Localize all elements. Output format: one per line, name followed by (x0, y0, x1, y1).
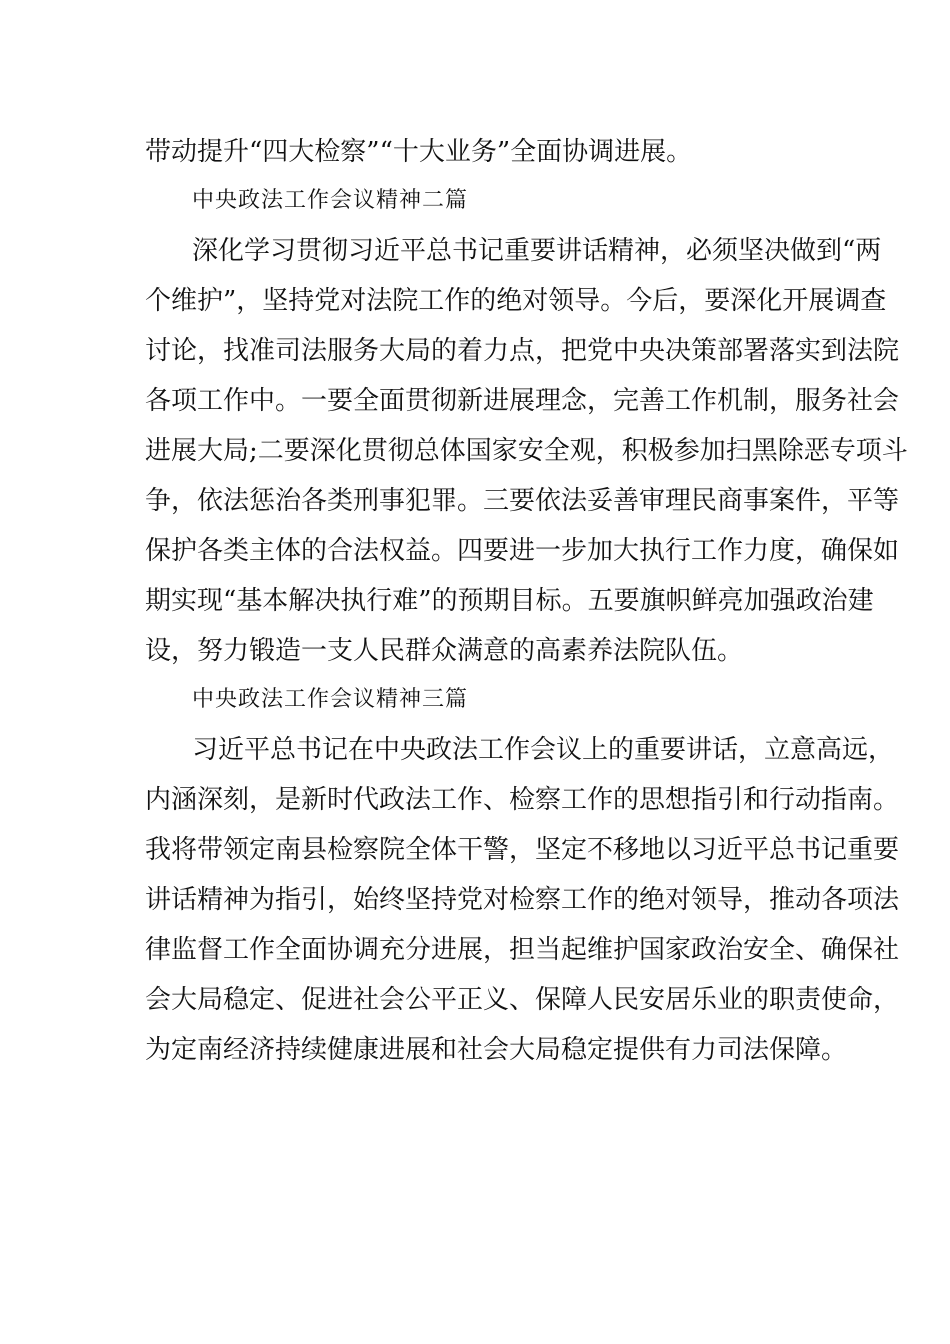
paragraph-line: 保护各类主体的合法权益。四要进一步加大执行工作力度，确保如 (145, 536, 900, 566)
paragraph-line: 我将带领定南县检察院全体干警，坚定不移地以习近平总书记重要 (145, 835, 900, 865)
paragraph-line: 为定南经济持续健康进展和社会大局稳定提供有力司法保障。 (145, 1035, 848, 1065)
paragraph-line: 个维护”，坚持党对法院工作的绝对领导。今后，要深化开展调查 (145, 286, 887, 316)
paragraph-line: 带动提升“四大检察”“十大业务”全面协调进展。 (145, 137, 693, 167)
paragraph-line: 讨论，找准司法服务大局的着力点，把党中央决策部署落实到法院 (145, 336, 900, 366)
paragraph-line: 设，努力锻造一支人民群众满意的高素养法院队伍。 (145, 636, 744, 666)
paragraph-line: 会大局稳定、促进社会公平正义、保障人民安居乐业的职责使命， (145, 985, 900, 1015)
paragraph-line: 律监督工作全面协调充分进展，担当起维护国家政治安全、确保社 (145, 935, 900, 965)
paragraph-line: 深化学习贯彻习近平总书记重要讲话精神，必须坚决做到“两 (192, 236, 882, 266)
paragraph-line: 内涵深刻，是新时代政法工作、检察工作的思想指引和行动指南。 (145, 785, 900, 815)
section-heading: 中央政法工作会议精神二篇 (192, 188, 469, 213)
paragraph-line: 争，依法惩治各类刑事犯罪。三要依法妥善审理民商事案件，平等 (145, 486, 900, 516)
paragraph-line: 讲话精神为指引，始终坚持党对检察工作的绝对领导，推动各项法 (145, 885, 900, 915)
paragraph-line: 习近平总书记在中央政法工作会议上的重要讲话，立意高远， (192, 735, 895, 765)
paragraph-line: 进展大局;二要深化贯彻总体国家安全观，积极参加扫黑除恶专项斗 (145, 436, 908, 466)
section-heading: 中央政法工作会议精神三篇 (192, 687, 469, 712)
paragraph-line: 期实现“基本解决执行难”的预期目标。五要旗帜鲜亮加强政治建 (145, 586, 874, 616)
paragraph-line: 各项工作中。一要全面贯彻新进展理念，完善工作机制，服务社会 (145, 386, 900, 416)
